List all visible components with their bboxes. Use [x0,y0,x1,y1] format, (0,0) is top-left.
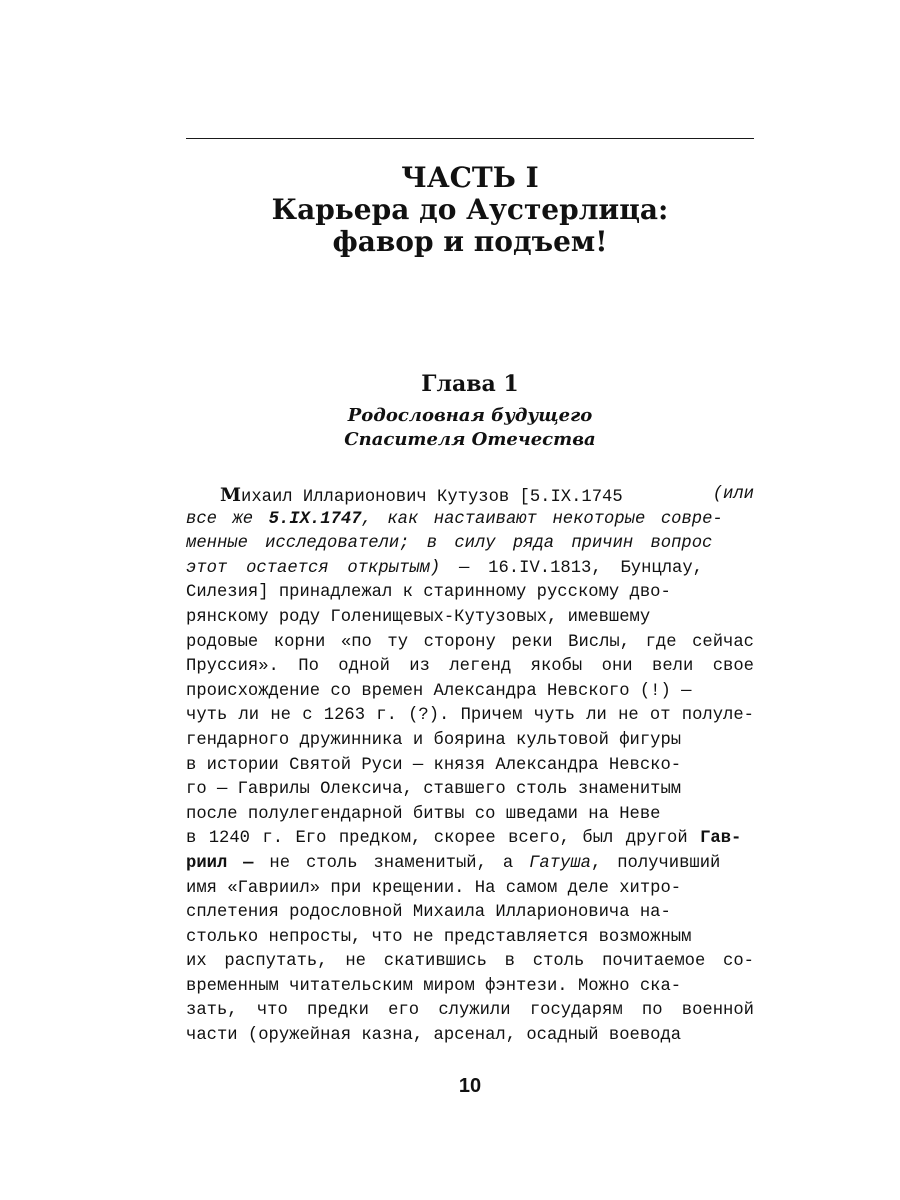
body-line-segment: после полулегендарной битвы со шведами на Неве [186,804,661,824]
chapter-number: Глава 1 [421,371,519,397]
drop-cap: М [220,484,242,506]
body-line-segment: зать, что предки его служили государям по военной [186,1001,754,1021]
body-line-segment: (или [712,485,754,504]
body-line [186,508,754,533]
body-line-segment: чуть ли не с 1263 г. (?). Причем чуть ли не от полуле- [186,706,754,726]
body-line [186,606,754,631]
top-rule [186,138,754,139]
body-line-segment: Пруссия». По одной из легенд якобы они вели свое [186,657,754,677]
body-line-segment [186,852,720,877]
chapter-subtitle-line-1: Родословная будущего [347,405,593,426]
body-line-segment [220,483,633,508]
body-line-segment: этот остается открытым) [186,558,441,578]
body-line [186,852,754,877]
body-line-segment: родовые корни «по ту сторону реки Вислы, где сейчас [186,632,754,652]
body-line [186,557,754,582]
body-line [186,803,754,828]
body-line-segment: их распутать, не скатившись в столь почитаемое со- [186,952,754,972]
body-line-segment: в истории Святой Руси — князя Александра Невско- [186,755,682,775]
body-line [186,926,754,951]
body-line-segment: Гав- [700,829,742,849]
body-line-segment: ихаил Илларионович Кутузов [5.IX.1745 [241,488,633,507]
chapter-subtitle-line-2: Спасителя Отечества [344,429,596,450]
part-heading [186,162,754,258]
body-line-segment: — 16.IV.1813, Бунцлау, [440,558,703,578]
body-line-segment: Силезия] принадлежал к старинному русскому дво- [186,583,671,603]
body-line [186,631,754,656]
body-line [186,827,754,852]
body-line [186,950,754,975]
page-number: 10 [458,1075,482,1097]
body-line-segment: не столь знаменитый, а [253,853,530,873]
body-line-segment: , получивший [590,853,721,873]
body-line-segment [186,508,723,533]
body-line-segment: Гатуша [529,853,591,873]
body-line [186,754,754,779]
body-line-segment: все же [186,509,269,529]
body-line-segment: сплетения родословной Михаила Илларионовича на- [186,903,671,923]
body-line [186,1024,754,1049]
body-line-segment: временным читательским миром фэнтези. Можно ска- [186,976,682,996]
body-text [186,483,754,1049]
body-line-segment: гендарного дружинника и боярина культовой фигуры [186,730,682,750]
body-line-segment: менные исследователи; в силу ряда причин вопрос [186,534,713,554]
body-line-segment: части (оружейная казна, арсенал, осадный воевода [186,1026,682,1046]
body-line-segment: происхождение со времен Александра Невского (!) — [186,681,692,701]
body-line [186,999,754,1024]
body-line-segment: в 1240 г. Его предком, скорее всего, был другой [186,829,701,849]
part-title-line-2: фавор и подъем! [332,225,608,258]
body-line-segment: 5.IX.1747 [268,509,362,529]
body-line-segment: имя «Гавриил» при крещении. На самом деле хитро- [186,878,682,898]
body-line-segment [186,827,741,852]
body-line [186,581,754,606]
body-line [186,532,754,557]
body-line [186,778,754,803]
body-line [186,729,754,754]
body-line [186,901,754,926]
body-line-segment [186,557,703,582]
body-line [186,483,754,508]
body-line [186,975,754,1000]
body-line [186,704,754,729]
chapter-heading [186,370,754,452]
body-line-segment: риил — [186,853,254,873]
part-title-line-1: Карьера до Аустерлица: [271,193,669,226]
body-line-segment: , как настаивают некоторые совре- [361,509,723,529]
body-line [186,877,754,902]
body-line-segment: рянскому роду Голенищевых-Кутузовых, имевшему [186,607,651,627]
part-number: ЧАСТЬ I [401,161,539,194]
body-line-segment: столько непросты, что не представляется возможным [186,927,692,947]
body-line-segment: го — Гаврилы Олексича, ставшего столь знаменитым [186,780,682,800]
body-line [186,655,754,680]
body-line [186,680,754,705]
